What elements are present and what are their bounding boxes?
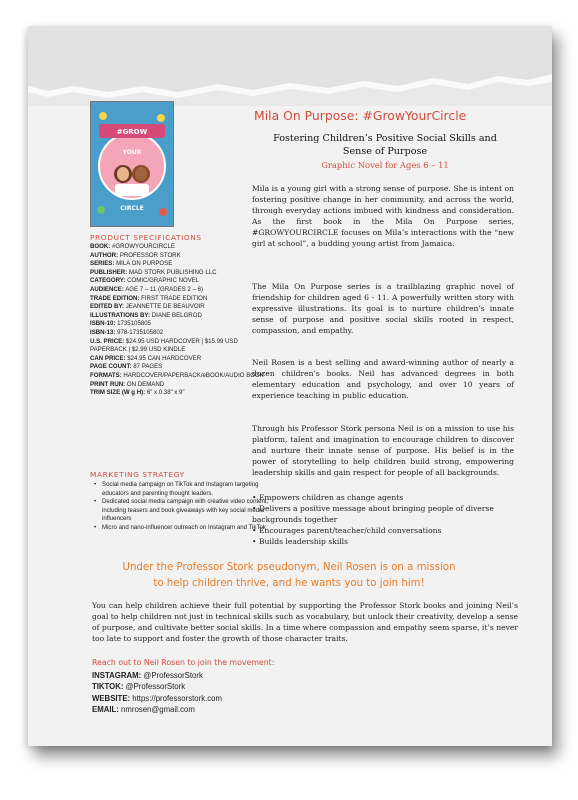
marketing-item — [90, 481, 276, 498]
tiktok-link[interactable]: @ProfessorStork — [125, 682, 186, 692]
spec-row — [90, 363, 276, 372]
marketing-item-text: Social media campaign on TikTok and Instagram targeting educators and parenting thought leaders. — [102, 481, 259, 497]
spec-row — [90, 277, 276, 286]
spec-row — [90, 381, 276, 390]
spec-value: HARDCOVER/PAPERBACK/eBOOK/AUDIO BOOK — [123, 371, 264, 379]
benefit-item: • Encourages parent/teacher/child conversations — [252, 526, 442, 535]
bullet-icon: • — [94, 498, 97, 505]
spec-value: MILA ON PURPOSE — [116, 260, 173, 268]
spec-value: 87 PAGES — [133, 363, 163, 371]
bullet-icon: • — [94, 481, 97, 488]
spec-value: 1735105805 — [117, 320, 151, 328]
spec-row — [90, 312, 276, 321]
spec-value: 978-1735105802 — [117, 328, 164, 336]
spec-value: AGE 7 – 11 (GRADES 2 – 6) — [125, 285, 204, 293]
email-link[interactable]: nmrosen@gmail.com — [121, 705, 195, 715]
spec-row — [90, 286, 276, 295]
subtitle-line-1: Fostering Children’s Positive Social Skills and — [273, 133, 497, 144]
spec-row — [90, 389, 276, 398]
contact-email: EMAIL: nmrosen@gmail.com — [92, 705, 195, 715]
specs-list — [90, 243, 276, 398]
bullet-icon: • — [94, 523, 97, 531]
marketing-item — [90, 498, 276, 524]
contact-instagram: INSTAGRAM: @ProfessorStork — [92, 671, 203, 680]
spec-row — [90, 338, 276, 355]
spec-value: $24.95 CAN HARDCOVER — [127, 354, 202, 362]
contact-list — [92, 670, 222, 716]
spec-row — [90, 303, 276, 312]
spec-value: PROFESSOR STORK — [119, 251, 181, 259]
benefit-item: • Builds leadership skills — [252, 537, 349, 546]
spec-label: EDITED BY: — [90, 303, 125, 311]
marketing-item-text: Dedicated social media campaign with creative video content, including teasers and book giveaways with key social media influencers — [102, 498, 269, 522]
subtitle — [240, 132, 530, 158]
specs-heading: PRODUCT SPECIFICATIONS — [90, 233, 202, 242]
spec-label: AUDIENCE: — [90, 285, 124, 293]
spec-row — [90, 372, 276, 381]
spec-label: TRADE EDITION: — [90, 294, 140, 302]
marketing-item — [90, 524, 276, 533]
spec-label: ISBN-13: — [90, 328, 116, 336]
book-cover-image — [90, 101, 174, 227]
spec-value: COMIC/GRAPHIC NOVEL — [127, 277, 200, 285]
spec-label: TRIM SIZE (W g H): — [90, 389, 146, 397]
spec-row — [90, 260, 276, 269]
tagline-line-2: to help children thrive, and he wants you to join him! — [153, 578, 425, 589]
spec-row — [90, 252, 276, 261]
marketing-list — [90, 481, 276, 532]
tagline — [40, 560, 538, 592]
svg-text:#GROW: #GROW — [116, 128, 148, 136]
marketing-heading: MARKETING STRATEGY — [90, 470, 185, 479]
body-paragraph-3: Neil Rosen is a best selling and award-winning author of nearly a dozen children’s books. Neil has advanced degrees in both elementary education and psychology, and over 10 years of experience teaching in public education. — [252, 358, 514, 400]
closing-paragraph: You can help children achieve their full potential by supporting the Professor Stork books and joining Neil’s goal to help children not just in technical skills such as vocabulary, but unlock their creativity, develop a sense of purpose, and cultivate better social skills. In a time where compassion and empathy seem sparse, it’s never too late to support and foster the growth of those character traits. — [92, 601, 518, 643]
spec-label: PAGE COUNT: — [90, 363, 132, 371]
marketing-item-text: Micro and nano-influencer outreach on Instagram and TikTok — [102, 523, 266, 531]
spec-row — [90, 243, 276, 252]
spec-label: AUTHOR: — [90, 251, 119, 259]
spec-row — [90, 269, 276, 278]
spec-value: MAD STORK PUBLISHING LLC — [128, 268, 217, 276]
website-link[interactable]: https://professorstork.com — [132, 693, 222, 703]
spec-label: SERIES: — [90, 260, 115, 268]
spec-label: CAN PRICE: — [90, 354, 126, 362]
instagram-link[interactable]: @ProfessorStork — [143, 671, 203, 680]
subtitle-accent: Graphic Novel for Ages 6 – 11 — [321, 160, 449, 170]
spec-value: 6” x 0.38” x 9” — [146, 389, 185, 397]
contact-heading: Reach out to Neil Rosen to join the movement: — [92, 658, 275, 667]
spec-row — [90, 355, 276, 364]
spec-value: DIANE BELGROD — [151, 311, 202, 319]
spec-label: BOOK: — [90, 243, 111, 250]
body-paragraph-4: Through his Professor Stork persona Neil is on a mission to use his platform, talent and imagination to encourage children to discover and nurture their innate sense of purpose. His belief is in the power of storytelling to help children build strong, empowering leadership skills and gain respect for people of all backgrounds. — [252, 424, 514, 477]
svg-text:YOUR: YOUR — [122, 149, 142, 156]
spec-label: PUBLISHER: — [90, 268, 128, 276]
spec-label: PRINT RUN: — [90, 380, 126, 388]
spec-row — [90, 320, 276, 329]
svg-text:CIRCLE: CIRCLE — [120, 205, 144, 212]
spec-value: JEANNETTE DE BEAUVOIR — [125, 303, 205, 311]
spec-value: #GROWYOURCIRCLE — [112, 243, 175, 250]
spec-row — [90, 329, 276, 338]
subtitle-line-2: Sense of Purpose — [342, 146, 428, 157]
body-paragraph-2: The Mila On Purpose series is a trailblazing graphic novel of friendship for children aged 6 - 11. A powerfully written story with expressive illustrations. Its goal is to nurture children’s innate sense of purpose and positive social skills rooted in respect, compassion, and empathy. — [252, 282, 514, 335]
spec-label: U.S. PRICE: — [90, 337, 125, 345]
spec-value: ON DEMAND — [126, 380, 165, 388]
spec-label: ILLUSTRATIONS BY: — [90, 311, 151, 319]
benefit-item: • Delivers a positive message about bringing people of diverse backgrounds together — [252, 504, 494, 524]
spec-value: FIRST TRADE EDITION — [141, 294, 208, 302]
spec-label: FORMATS: — [90, 371, 122, 379]
benefit-item: • Empowers children as change agents — [252, 493, 404, 502]
torn-paper-header — [28, 26, 552, 106]
page-title: Mila On Purpose: #GrowYourCircle — [254, 108, 467, 123]
spec-row — [90, 295, 276, 304]
contact-tiktok: TIKTOK: @ProfessorStork — [92, 682, 186, 692]
spec-value: $24.95 USD HARDCOVER | $15.99 USD PAPERBACK | $2.99 USD KINDLE — [90, 337, 238, 354]
benefit-list — [252, 492, 514, 547]
body-paragraph-1: Mila is a young girl with a strong sense of purpose. She is intent on fostering positive change in her community, and across the world, through everyday actions imbued with kindness and consideration. As the first book in the Mila On Purpose series, #GROWYOURCIRCLE focuses on Mila’s interactions with the “new girl at school”, a budding young artist from Jamaica. — [252, 184, 514, 248]
spec-label: ISBN-10: — [90, 320, 116, 328]
tagline-line-1: Under the Professor Stork pseudonym, Neil Rosen is on a mission — [122, 562, 456, 573]
spec-label: CATEGORY: — [90, 277, 126, 285]
contact-website: WEBSITE: https://professorstork.com — [92, 693, 222, 703]
